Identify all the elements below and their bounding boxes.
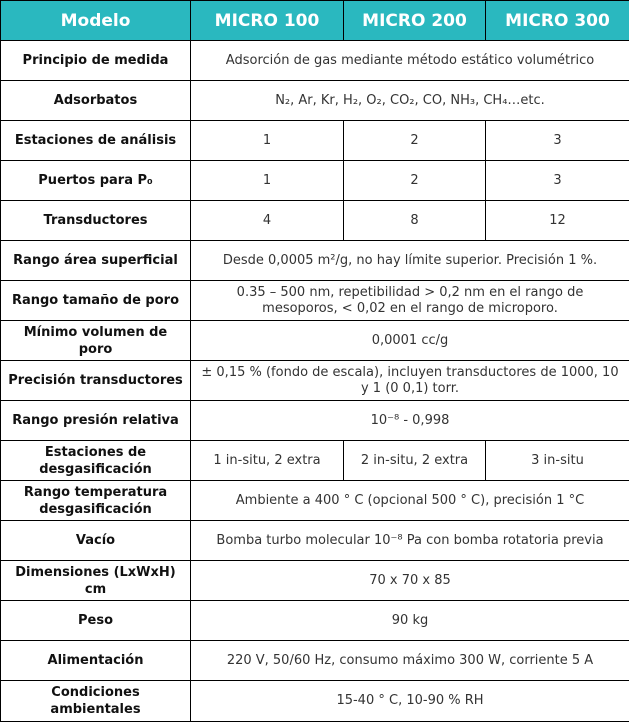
row-value: Ambiente a 400 ° C (opcional 500 ° C), precisión 1 °C	[191, 481, 629, 521]
row-label: Vacío	[1, 521, 191, 561]
table-row	[1, 401, 629, 441]
row-label: Mínimo volumen de poro	[1, 321, 191, 361]
table-row	[1, 681, 629, 722]
table-row	[1, 81, 629, 121]
table-row	[1, 361, 629, 401]
table-row	[1, 161, 629, 201]
table-row	[1, 561, 629, 601]
cell-micro-200: 2 in-situ, 2 extra	[344, 441, 486, 481]
cell-micro-300: 3	[486, 121, 629, 161]
row-label: Rango tamaño de poro	[1, 281, 191, 321]
row-label: Dimensiones (LxWxH) cm	[1, 561, 191, 601]
row-label: Transductores	[1, 201, 191, 241]
row-value: 15-40 ° C, 10-90 % RH	[191, 681, 629, 722]
row-label: Estaciones de análisis	[1, 121, 191, 161]
row-value: 70 x 70 x 85	[191, 561, 629, 601]
cell-micro-300: 12	[486, 201, 629, 241]
cell-micro-200: 2	[344, 161, 486, 201]
row-label: Estaciones de desgasificación	[1, 441, 191, 481]
row-value: Bomba turbo molecular 10⁻⁸ Pa con bomba rotatoria previa	[191, 521, 629, 561]
row-value: 0,0001 cc/g	[191, 321, 629, 361]
cell-micro-300: 3 in-situ	[486, 441, 629, 481]
cell-micro-100: 1	[191, 121, 344, 161]
table-body	[1, 41, 629, 722]
table-row	[1, 121, 629, 161]
row-label: Rango presión relativa	[1, 401, 191, 441]
row-label: Precisión transductores	[1, 361, 191, 401]
cell-micro-200: 2	[344, 121, 486, 161]
row-label: Adsorbatos	[1, 81, 191, 121]
cell-micro-100: 4	[191, 201, 344, 241]
row-value: N₂, Ar, Kr, H₂, O₂, CO₂, CO, NH₃, CH₄…etc.	[191, 81, 629, 121]
table-row	[1, 241, 629, 281]
row-value: Adsorción de gas mediante método estático volumétrico	[191, 41, 629, 81]
table-row	[1, 481, 629, 521]
row-value: ± 0,15 % (fondo de escala), incluyen transductores de 1000, 10 y 1 (0 0,1) torr.	[191, 361, 629, 401]
table-row	[1, 321, 629, 361]
row-label: Principio de medida	[1, 41, 191, 81]
table-row	[1, 641, 629, 681]
table-header	[1, 1, 629, 41]
header-micro-200: MICRO 200	[344, 1, 486, 41]
row-label: Rango temperatura desgasificación	[1, 481, 191, 521]
cell-micro-300: 3	[486, 161, 629, 201]
table-row	[1, 441, 629, 481]
row-label: Peso	[1, 601, 191, 641]
table-row	[1, 521, 629, 561]
row-label: Puertos para P₀	[1, 161, 191, 201]
table-row	[1, 41, 629, 81]
header-row	[1, 1, 629, 41]
row-label: Alimentación	[1, 641, 191, 681]
cell-micro-200: 8	[344, 201, 486, 241]
table-row	[1, 201, 629, 241]
table-row	[1, 281, 629, 321]
header-micro-100: MICRO 100	[191, 1, 344, 41]
row-value: 0.35 – 500 nm, repetibilidad > 0,2 nm en el rango de mesoporos, < 0,02 en el rango de microporo.	[191, 281, 629, 321]
header-micro-300: MICRO 300	[486, 1, 629, 41]
row-value: 10⁻⁸ - 0,998	[191, 401, 629, 441]
cell-micro-100: 1 in-situ, 2 extra	[191, 441, 344, 481]
row-value: 220 V, 50/60 Hz, consumo máximo 300 W, corriente 5 A	[191, 641, 629, 681]
table-row	[1, 601, 629, 641]
header-model: Modelo	[1, 1, 191, 41]
row-value: Desde 0,0005 m²/g, no hay límite superior. Precisión 1 %.	[191, 241, 629, 281]
row-value: 90 kg	[191, 601, 629, 641]
cell-micro-100: 1	[191, 161, 344, 201]
row-label: Rango área superficial	[1, 241, 191, 281]
row-label: Condiciones ambientales	[1, 681, 191, 722]
